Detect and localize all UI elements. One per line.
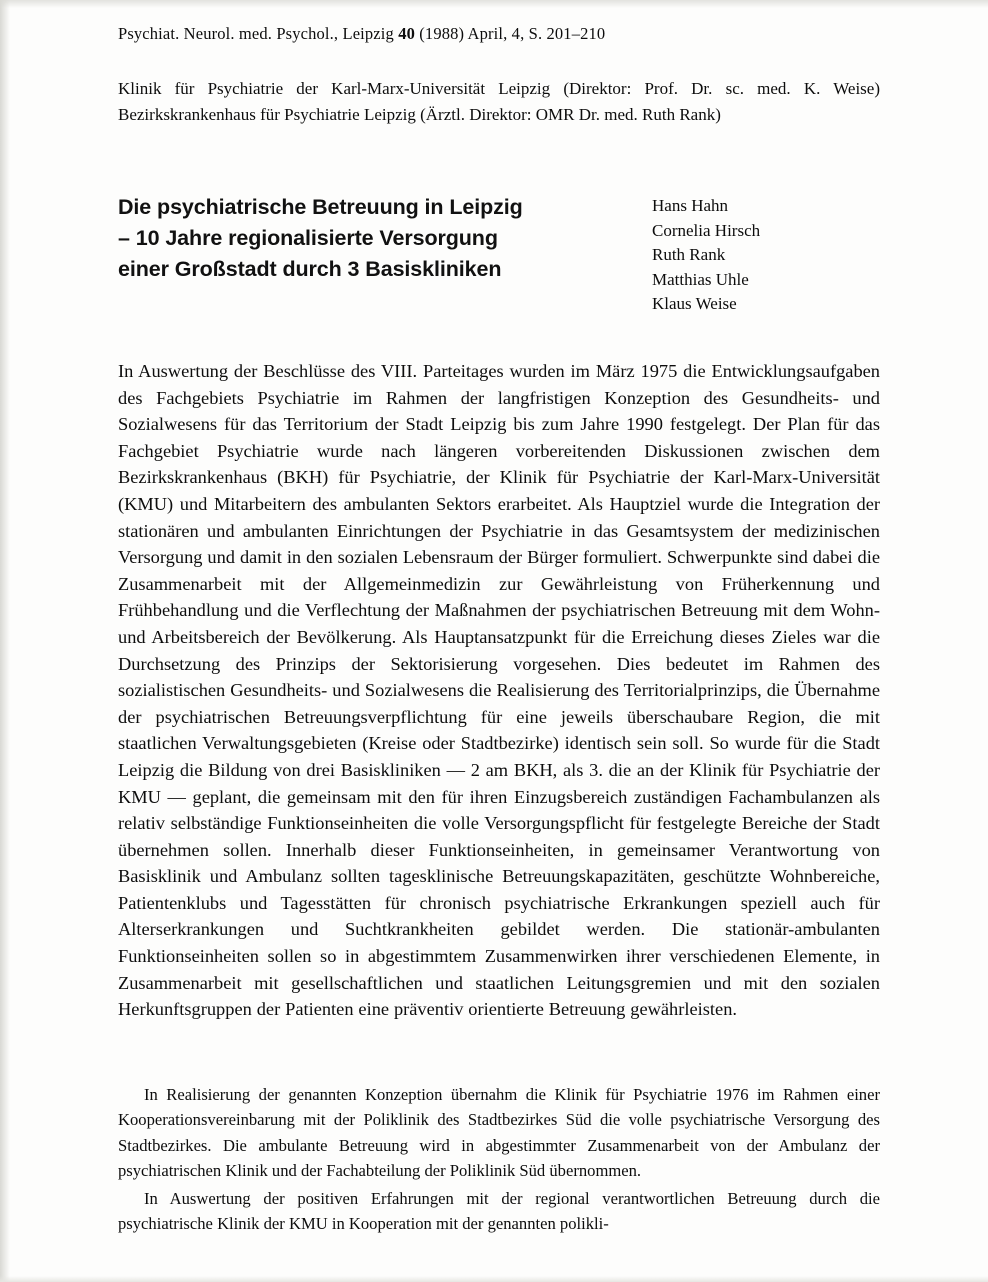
- journal-citation-prefix: Psychiat. Neurol. med. Psychol., Leipzig: [118, 24, 399, 43]
- scan-edge-left: [0, 0, 10, 1282]
- scan-edge-bottom: [0, 1276, 988, 1282]
- journal-citation-suffix: (1988) April, 4, S. 201–210: [415, 24, 606, 43]
- body-continuation: [118, 1082, 880, 1236]
- author-name: Hans Hahn: [652, 196, 729, 215]
- title-line-3: einer Großstadt durch 3 Basiskliniken: [118, 257, 502, 281]
- page-title: [118, 192, 638, 285]
- title-line-1: Die psychiatrische Betreuung in Leipzig: [118, 195, 523, 219]
- author-name: Cornelia Hirsch: [652, 220, 761, 240]
- affiliation-block: Klinik für Psychiatrie der Karl-Marx-Universität Leipzig (Direktor: Prof. Dr. sc. med. K. Weise) Bezirkskrankenhaus für Psychiatrie Leipzig (Ärztl. Direktor: OMR Dr. med. Ruth Rank): [118, 79, 880, 124]
- author-list: [652, 194, 912, 317]
- author-name: Matthias Uhle: [652, 269, 749, 289]
- scan-edge-top: [0, 0, 988, 8]
- author-name: Klaus Weise: [652, 294, 737, 314]
- author-name: Ruth Rank: [652, 245, 726, 265]
- title-line-2: – 10 Jahre regionalisierte Versorgung: [118, 226, 498, 250]
- journal-citation: [118, 24, 878, 44]
- body-paragraph-3: In Auswertung der positiven Erfahrungen mit der regional verantwortlichen Betreuung durch die psychiatrische Klinik der KMU in Kooperation mit der genannten polikli-: [118, 1188, 880, 1234]
- body-paragraph-main: In Auswertung der Beschlüsse des VIII. Parteitages wurden im März 1975 die Entwicklungsaufgaben des Fachgebiets Psychiatrie im Rahmen der langfristigen Konzeption des Gesundheits- und Sozialwesens für das Territorium der Stadt Leipzig bis zum Jahre 1990 festgelegt. Der Plan für das Fachgebiet Psychiatrie wurde nach längeren vorbereitenden Diskussionen zwischen dem Bezirkskrankenhaus (BKH) für Psychiatrie, der Klinik für Psychiatrie der Karl-Marx-Universität (KMU) und Mitarbeitern des ambulanten Sektors erarbeitet. Als Hauptziel wurde die Integration der stationären und ambulanten Einrichtungen der Psychiatrie in das Gesamtsystem der medizinischen Versorgung und damit in den sozialen Lebensraum der Bürger formuliert. Schwerpunkte sind dabei die Zusammenarbeit mit der Allgemeinmedizin zur Gewährleistung von Früherkennung und Frühbehandlung und die Verflechtung der Maßnahmen der psychiatrischen Betreuung mit dem Wohn- und Arbeitsbereich der Bevölkerung. Als Hauptansatzpunkt für die Erreichung dieses Zieles war die Durchsetzung des Prinzips der Sektorisierung vorgesehen. Dies bedeutet im Rahmen des sozialistischen Gesundheits- und Sozialwesens die Realisierung des Territorialprinzips, die Übernahme der psychiatrischen Betreuungsverpflichtung für eine jeweils überschaubare Region, die mit staatlichen Verwaltungsgebieten (Kreise oder Stadtbezirke) identisch sein soll. So wurde für die Stadt Leipzig die Bildung von drei Basiskliniken — 2 am BKH, als 3. die an der Klinik für Psychiatrie der KMU — geplant, die gemeinsam mit den für ihren Einzugsbereich zuständigen Fachambulanzen als relativ selbständige Funktionseinheiten die volle Versorgungspflicht für festgelegte Bereiche der Stadt übernehmen sollen. Innerhalb dieser Funktionseinheiten, in gemeinsamer Verantwortung von Basisklinik und Ambulanz sollten tagesklinische Betreuungskapazitäten, geschützte Wohnbereiche, Patientenklubs und Tagesstätten für chronisch psychiatrische Erkrankungen speziell auch für Alterserkrankungen und Suchtkrankheiten gebildet werden. Die stationär-ambulanten Funktionseinheiten sollen so in abgestimmtem Zusammenwirken ihrer verschiedenen Elemente, in Zusammenarbeit mit gesellschaftlichen und staatlichen Leitungsgremien und mit den sozialen Herkunftsgruppen der Patienten eine präventiv orientierte Betreuung gewährleisten.: [118, 361, 880, 1020]
- body-paragraph-2: In Realisierung der genannten Konzeption übernahm die Klinik für Psychiatrie 1976 im Rahmen einer Kooperationsvereinbarung mit der Poliklinik des Stadtbezirkes Süd die volle psychiatrische Versorgung des Stadtbezirkes. Die ambulante Betreuung wird in abgestimmter Zusammenarbeit von der Ambulanz der psychiatrischen Klinik und der Fachabteilung der Poliklinik Süd übernommen.: [118, 1085, 880, 1181]
- journal-volume: 40: [398, 24, 416, 43]
